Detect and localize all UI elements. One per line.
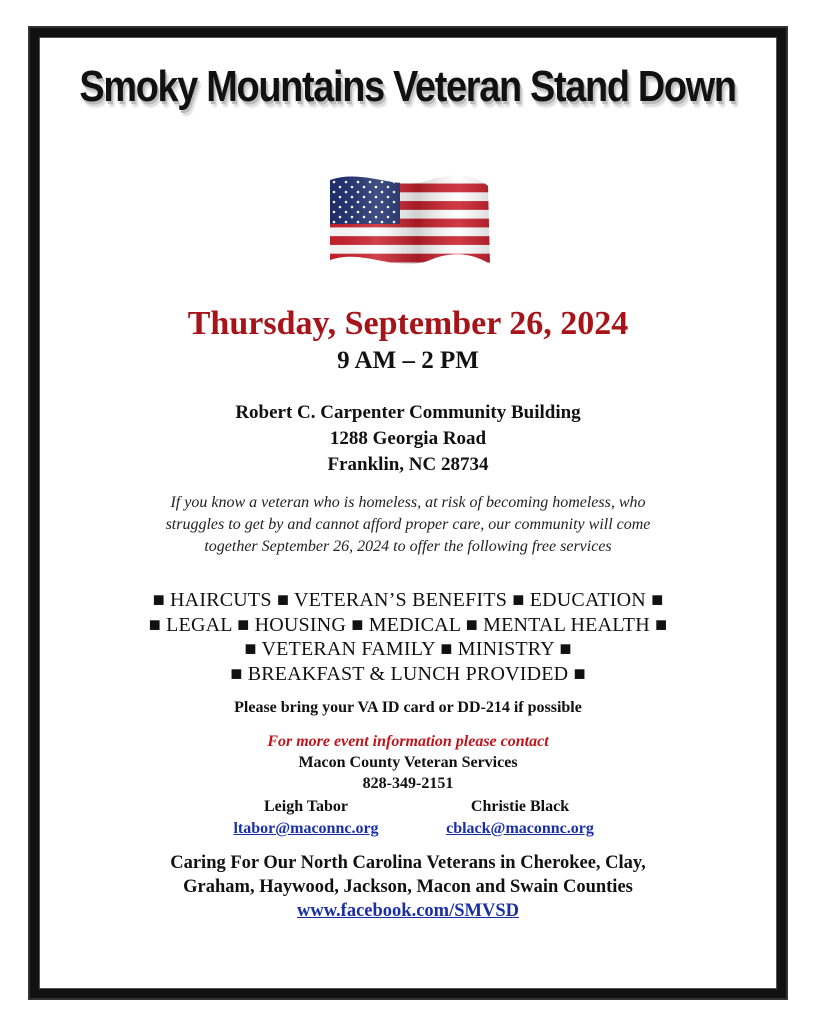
contact-person (186, 796, 426, 840)
event-date: Thursday, September 26, 2024 (187, 305, 629, 342)
footer-line: Caring For Our North Carolina Veterans in Cherokee, Clay, (170, 853, 646, 873)
venue-city: Franklin, NC 28734 (327, 454, 489, 475)
intro-line: struggles to get by and cannot afford proper care, our community will come (165, 516, 651, 533)
services-line: ■ BREAKFAST & LUNCH PROVIDED ■ (230, 662, 586, 685)
venue-address (0, 400, 816, 478)
services-line: ■ HAIRCUTS ■ VETERAN’S BENEFITS ■ EDUCATION ■ (152, 589, 664, 611)
contact-email-link[interactable]: cblack@maconnc.org (446, 820, 594, 837)
flyer-title: Smoky Mountains Veteran Stand Down (79, 62, 737, 111)
contact-email-link[interactable]: ltabor@maconnc.org (233, 820, 379, 837)
contact-organization: Macon County Veteran Services (298, 754, 518, 771)
venue-street: 1288 Georgia Road (329, 428, 487, 449)
services-line: ■ VETERAN FAMILY ■ MINISTRY ■ (244, 638, 572, 660)
intro-paragraph (112, 492, 704, 558)
bring-id-note: Please bring your VA ID card or DD-214 if possible (234, 699, 582, 716)
american-flag-icon (326, 166, 492, 280)
footer-line: Graham, Haywood, Jackson, Macon and Swain Counties (183, 877, 633, 897)
contact-person (400, 796, 640, 840)
services-list (0, 588, 816, 686)
services-line: ■ LEGAL ■ HOUSING ■ MEDICAL ■ MENTAL HEALTH ■ (148, 613, 668, 636)
contact-name: Leigh Tabor (263, 798, 349, 815)
facebook-link[interactable]: www.facebook.com/SMVSD (297, 901, 519, 921)
venue-name: Robert C. Carpenter Community Building (235, 402, 581, 423)
contact-name: Christie Black (470, 798, 570, 815)
contact-heading: For more event information please contact (267, 733, 549, 750)
intro-line: If you know a veteran who is homeless, at risk of becoming homeless, who (170, 494, 646, 511)
event-time: 9 AM – 2 PM (337, 347, 479, 374)
title-container (0, 62, 816, 112)
intro-line: together September 26, 2024 to offer the following free services (204, 538, 612, 555)
footer (0, 851, 816, 923)
contact-phone: 828-349-2151 (362, 775, 454, 792)
